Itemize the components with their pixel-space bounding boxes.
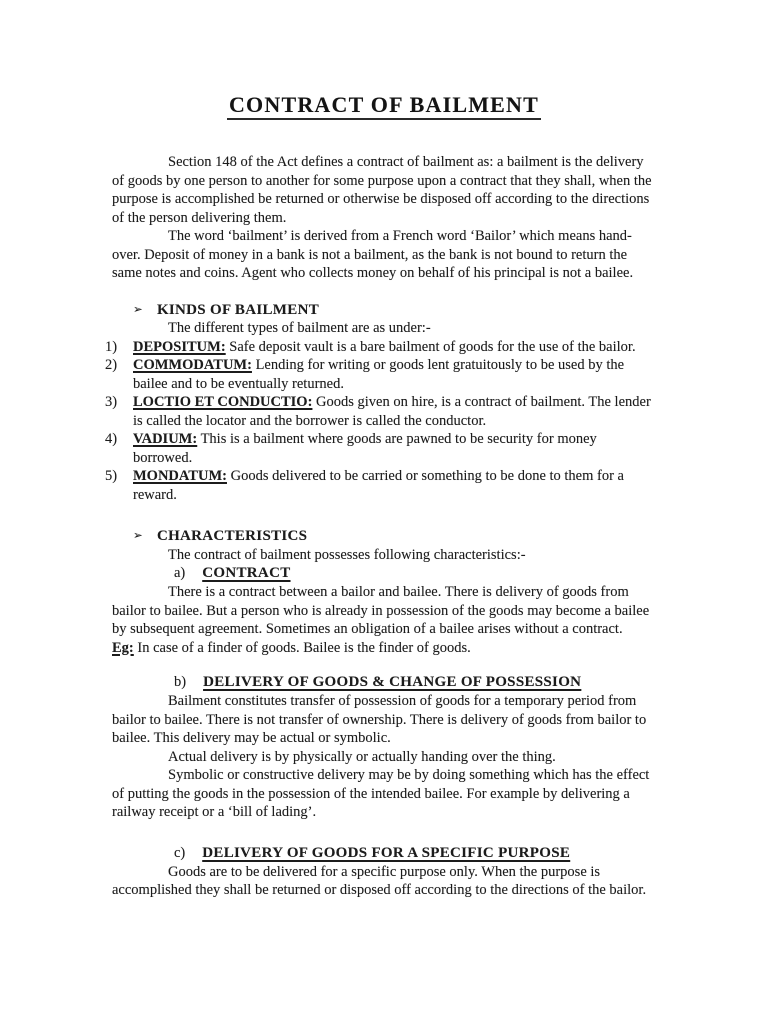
characteristics-intro-line: The contract of bailment possesses following characteristics:- <box>168 546 526 563</box>
list-item-loctio-et-conductio <box>105 393 656 430</box>
list-item-number: 3) <box>105 394 118 410</box>
list-item-number: 2) <box>105 357 118 373</box>
eg-text: In case of a finder of goods. Bailee is the finder of goods. <box>137 639 471 656</box>
sub-heading-letter: a) <box>174 565 186 581</box>
page-title <box>0 92 768 118</box>
sub-heading-c-specific-purpose <box>112 844 656 863</box>
delivery-paragraph-2: Actual delivery is by physically or actually handing over the thing. <box>168 748 556 765</box>
list-item-text: Goods delivered to be carried or something to be done to them for a reward. <box>133 468 624 503</box>
list-item-text: Safe deposit vault is a bare bailment of goods for the use of the bailor. <box>229 338 636 355</box>
section-heading-characteristics-text: CHARACTERISTICS <box>156 528 308 544</box>
list-item-term: LOCTIO ET CONDUCTIO: <box>133 394 313 410</box>
list-item-term: COMMODATUM: <box>133 357 252 373</box>
section-heading-kinds-text: KINDS OF BAILMENT <box>156 301 320 318</box>
list-item-number: 1) <box>105 338 118 355</box>
delivery-paragraph-1: Bailment constitutes transfer of possession of goods for a temporary period from bailor to bailee. There is not transfer of ownership. There is delivery of goods from bailor to bailee. This delivery may be actual or symbolic. <box>112 693 647 746</box>
eg-line <box>112 639 656 658</box>
list-item-commodatum <box>105 356 656 393</box>
list-item-number: 4) <box>105 431 118 447</box>
list-item-term: MONDATUM: <box>133 468 227 484</box>
document-body <box>105 153 656 900</box>
list-item-vadium <box>105 430 656 467</box>
sub-heading-title: CONTRACT <box>202 565 291 581</box>
arrow-bullet-icon: ➢ <box>133 528 143 542</box>
sub-heading-b-delivery-change-possession <box>112 673 656 692</box>
section-heading-characteristics <box>112 527 656 546</box>
list-item-text: This is a bailment where goods are pawned to be security for money borrowed. <box>133 431 597 466</box>
sub-heading-letter: c) <box>174 844 186 861</box>
sub-heading-letter: b) <box>174 674 187 690</box>
sub-heading-title: DELIVERY OF GOODS FOR A SPECIFIC PURPOSE <box>202 844 571 861</box>
intro-paragraph-2: The word ‘bailment’ is derived from a French word ‘Bailor’ which means hand-over. Deposit of money in a bank is not a bailment, as the bank is not bound to return the same notes and coins. Agent who collects money on behalf of his principal is not a bailee. <box>112 228 634 281</box>
eg-label: Eg: <box>112 639 134 656</box>
page-title-text: CONTRACT OF BAILMENT <box>227 92 541 120</box>
list-item-number: 5) <box>105 468 118 484</box>
contract-paragraph: There is a contract between a bailor and bailee. There is delivery of goods from bailor to bailee. But a person who is already in possession of the goods may become a bailee by subsequent agreement. Sometimes an obligation of a bailee arises without a contract. <box>112 584 650 637</box>
sub-heading-title: DELIVERY OF GOODS & CHANGE OF POSSESSION <box>203 674 582 690</box>
list-item-text: Lending for writing or goods lent gratuitously to be used by the bailee and to be eventually returned. <box>133 357 625 392</box>
list-item-term: DEPOSITUM: <box>133 338 226 355</box>
list-item-depositum <box>105 338 656 357</box>
specific-purpose-paragraph: Goods are to be delivered for a specific purpose only. When the purpose is accomplished they shall be returned or disposed off according to the directions of the bailor. <box>112 863 647 898</box>
delivery-paragraph-3: Symbolic or constructive delivery may be by doing something which has the effect of putting the goods in the possession of the intended bailee. For example by delivering a railway receipt or a ‘bill of lading’. <box>112 767 650 820</box>
arrow-bullet-icon: ➢ <box>133 301 143 316</box>
list-item-mondatum <box>105 467 656 504</box>
kinds-list <box>105 338 656 505</box>
kinds-intro-line: The different types of bailment are as under:- <box>168 320 431 336</box>
list-item-term: VADIUM: <box>133 431 198 447</box>
intro-paragraph-1: Section 148 of the Act defines a contract of bailment as: a bailment is the delivery of goods by one person to another for some purpose upon a contract that they shall, when the purpose is accomplished be returned or otherwise be disposed off according to the directions of the person delivering them. <box>112 154 652 226</box>
sub-heading-a-contract <box>112 564 656 583</box>
list-item-text: Goods given on hire, is a contract of bailment. The lender is called the locator and the borrower is called the conductor. <box>133 394 651 429</box>
section-heading-kinds <box>112 301 656 320</box>
